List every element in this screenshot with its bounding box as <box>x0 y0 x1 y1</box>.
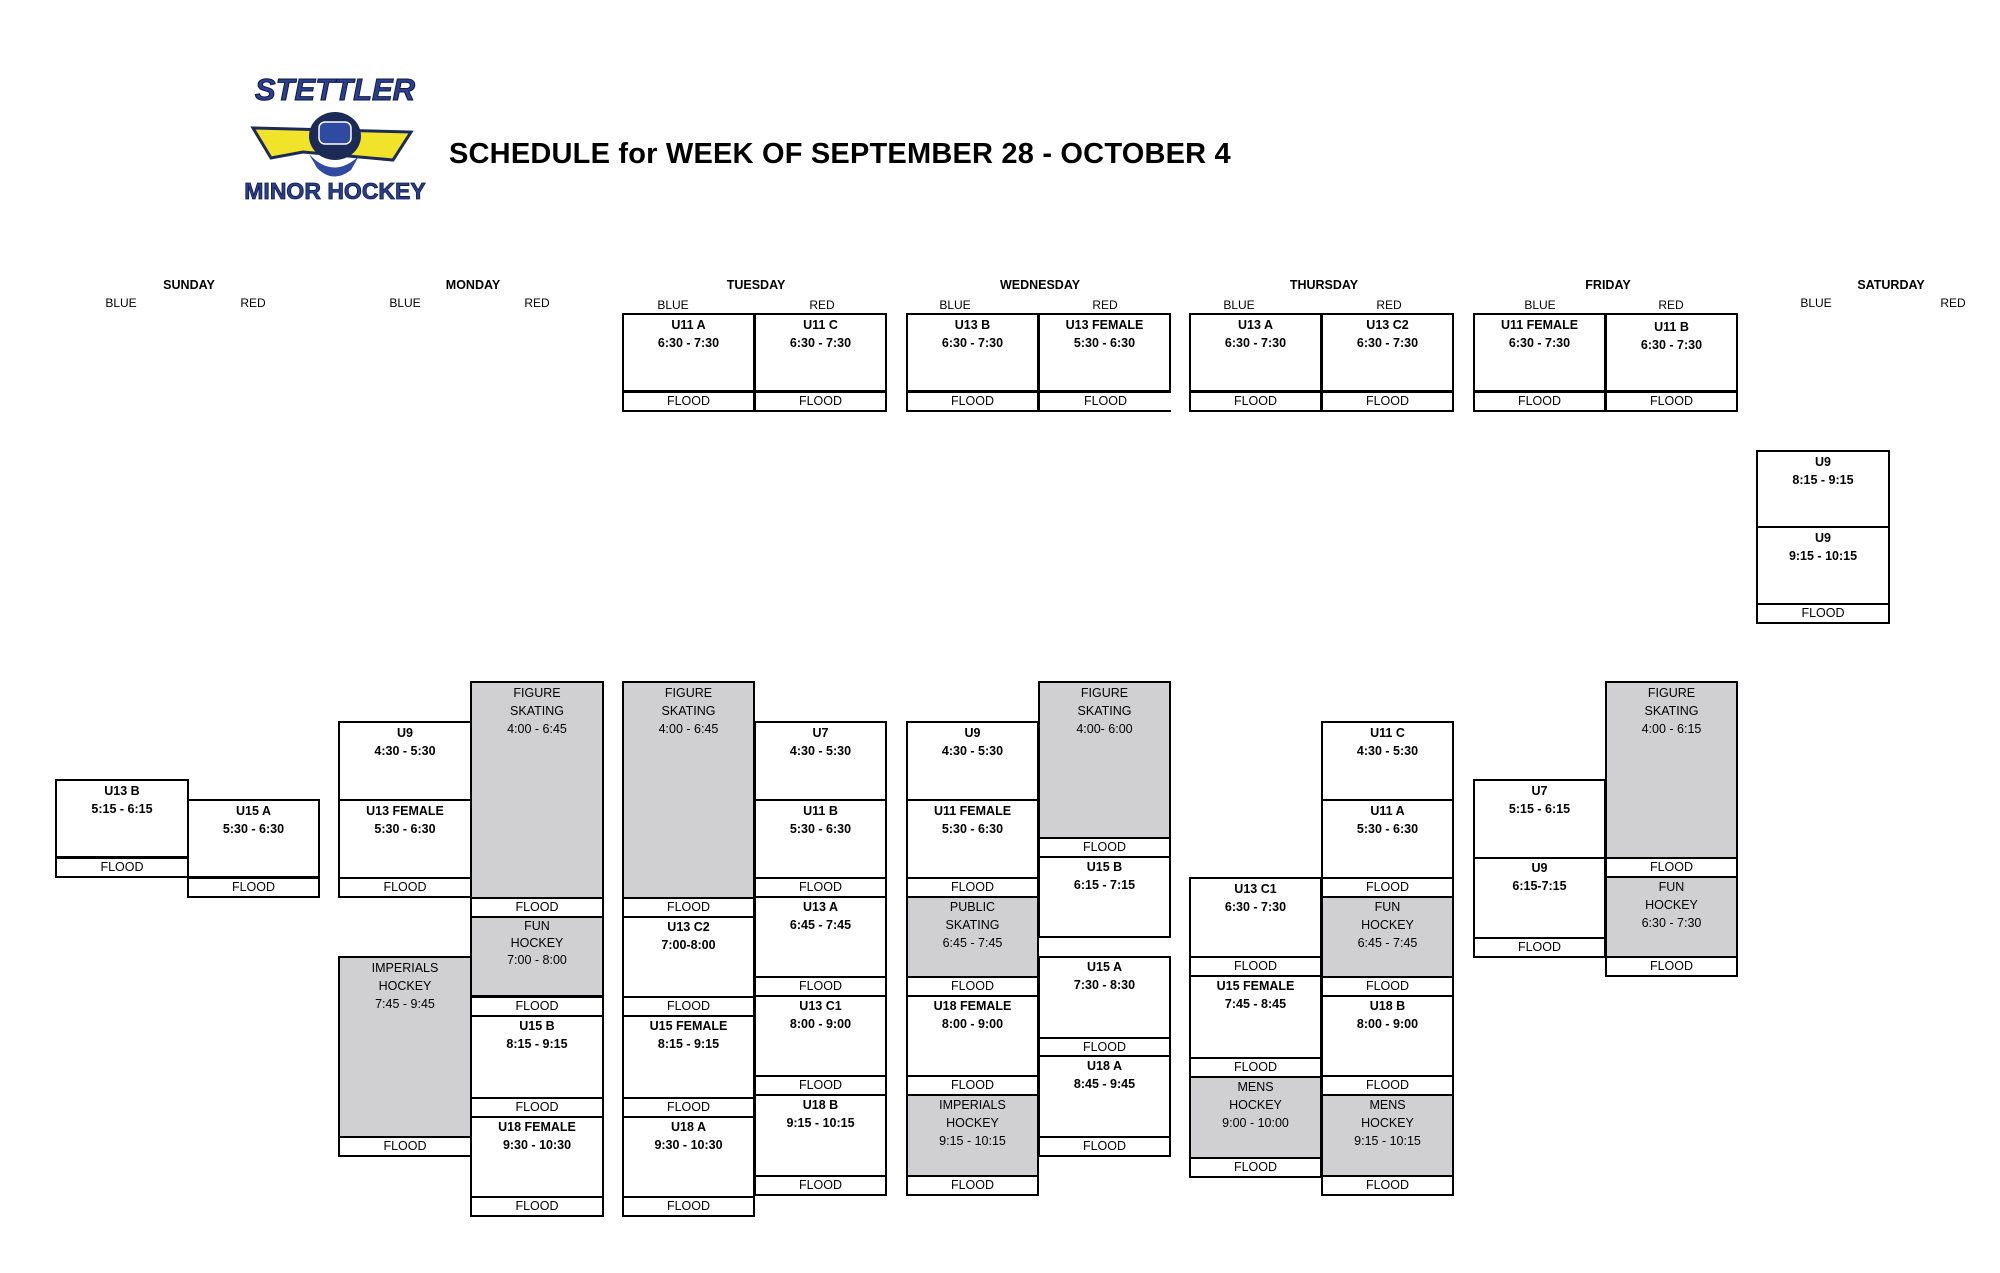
flood-slot: FLOOD <box>622 1196 755 1217</box>
day-friday: FRIDAY <box>1585 278 1631 292</box>
ice-slot: U13 C2 7:00-8:00 <box>622 916 755 998</box>
ice-slot: U13 C1 8:00 - 9:00 <box>754 995 887 1077</box>
rink-label-red: RED <box>809 298 835 312</box>
flood-slot: FLOOD <box>1189 1157 1322 1178</box>
flood-slot: FLOOD <box>1189 391 1322 412</box>
ice-slot: U7 4:30 - 5:30 <box>754 721 887 801</box>
ice-slot: FIGURE SKATING 4:00- 6:00 <box>1038 681 1171 839</box>
rink-label-blue: BLUE <box>389 296 421 310</box>
flood-slot: FLOOD <box>470 1097 604 1118</box>
flood-slot: FLOOD <box>906 391 1039 412</box>
ice-slot: U18 B 9:15 - 10:15 <box>754 1094 887 1177</box>
flood-slot: FLOOD <box>1605 857 1738 878</box>
ice-slot: U11 B 6:30 - 7:30 <box>1605 313 1738 392</box>
flood-slot: FLOOD <box>906 1175 1039 1196</box>
flood-slot: FLOOD <box>1605 391 1738 412</box>
ice-slot: PUBLIC SKATING 6:45 - 7:45 <box>906 896 1039 978</box>
flood-slot: FLOOD <box>1756 603 1890 624</box>
flood-slot: FLOOD <box>1189 1057 1322 1078</box>
ice-slot: U18 FEMALE 9:30 - 10:30 <box>470 1116 604 1199</box>
ice-slot: U9 8:15 - 9:15 <box>1756 450 1890 528</box>
ice-slot: U11 C 4:30 - 5:30 <box>1321 721 1454 801</box>
flood-slot: FLOOD <box>754 1175 887 1196</box>
ice-slot: U13 B 5:15 - 6:15 <box>55 779 189 858</box>
ice-slot: U15 B 8:15 - 9:15 <box>470 1015 604 1099</box>
svg-text:STETTLER: STETTLER <box>254 72 416 107</box>
ice-slot: U15 FEMALE 8:15 - 9:15 <box>622 1015 755 1099</box>
ice-slot: IMPERIALS HOCKEY 9:15 - 10:15 <box>906 1094 1039 1177</box>
day-sunday: SUNDAY <box>163 278 215 292</box>
rink-label-blue: BLUE <box>1223 298 1255 312</box>
flood-slot: FLOOD <box>1189 956 1322 977</box>
ice-slot: U15 B 6:15 - 7:15 <box>1038 856 1171 938</box>
flood-slot: FLOOD <box>622 897 755 918</box>
ice-slot: IMPERIALS HOCKEY 7:45 - 9:45 <box>338 956 472 1138</box>
ice-slot: U7 5:15 - 6:15 <box>1473 779 1606 859</box>
ice-slot: U11 FEMALE 5:30 - 6:30 <box>906 799 1039 879</box>
svg-text:MINOR HOCKEY: MINOR HOCKEY <box>244 178 426 204</box>
flood-slot: FLOOD <box>754 391 887 412</box>
flood-slot: FLOOD <box>622 1097 755 1118</box>
ice-slot: U18 FEMALE 8:00 - 9:00 <box>906 995 1039 1077</box>
ice-slot: FUN HOCKEY 6:45 - 7:45 <box>1321 896 1454 978</box>
day-thursday: THURSDAY <box>1289 278 1359 292</box>
flood-slot: FLOOD <box>1321 976 1454 997</box>
flood-slot: FLOOD <box>754 1075 887 1096</box>
flood-slot: FLOOD <box>470 897 604 918</box>
ice-slot: U9 4:30 - 5:30 <box>906 721 1039 801</box>
ice-slot: MENS HOCKEY 9:15 - 10:15 <box>1321 1094 1454 1177</box>
flood-slot: FLOOD <box>1038 837 1171 858</box>
flood-slot: FLOOD <box>754 976 887 997</box>
flood-slot: FLOOD <box>1605 956 1738 977</box>
ice-slot: U9 6:15-7:15 <box>1473 857 1606 939</box>
flood-slot: FLOOD <box>1321 1175 1454 1196</box>
flood-slot: FLOOD <box>1038 1136 1171 1157</box>
ice-slot: FIGURE SKATING 4:00 - 6:45 <box>470 681 604 899</box>
flood-slot: FLOOD <box>754 877 887 898</box>
rink-label-red: RED <box>240 296 266 310</box>
flood-slot: FLOOD <box>470 996 604 1017</box>
ice-slot: U13 FEMALE 5:30 - 6:30 <box>1038 313 1171 392</box>
flood-slot: FLOOD <box>622 391 755 412</box>
ice-slot: U15 A 7:30 - 8:30 <box>1038 956 1171 1039</box>
ice-slot: U18 A 8:45 - 9:45 <box>1038 1055 1171 1138</box>
rink-label-red: RED <box>1092 298 1118 312</box>
ice-slot: U18 A 9:30 - 10:30 <box>622 1116 755 1199</box>
ice-slot: U11 FEMALE 6:30 - 7:30 <box>1473 313 1606 392</box>
flood-slot: FLOOD <box>1321 391 1454 412</box>
flood-slot: FLOOD <box>622 996 755 1017</box>
page-title: SCHEDULE for WEEK OF SEPTEMBER 28 - OCTOBER 4 <box>449 138 1231 170</box>
flood-slot: FLOOD <box>1473 391 1606 412</box>
flood-slot: FLOOD <box>1038 1037 1171 1058</box>
flood-slot: FLOOD <box>1321 1075 1454 1096</box>
flood-slot: FLOOD <box>906 976 1039 997</box>
flood-slot: FLOOD <box>1321 877 1454 898</box>
day-monday: MONDAY <box>445 278 501 292</box>
ice-slot: U9 9:15 - 10:15 <box>1756 526 1890 605</box>
day-wednesday: WEDNESDAY <box>999 278 1081 292</box>
rink-label-blue: BLUE <box>1800 296 1832 310</box>
ice-slot: U13 C1 6:30 - 7:30 <box>1189 877 1322 959</box>
ice-slot: U9 4:30 - 5:30 <box>338 721 472 801</box>
flood-slot: FLOOD <box>187 877 320 898</box>
ice-slot: FIGURE SKATING 4:00 - 6:45 <box>622 681 755 899</box>
rink-label-red: RED <box>524 296 550 310</box>
ice-slot: U13 A 6:45 - 7:45 <box>754 896 887 978</box>
ice-slot: U15 FEMALE 7:45 - 8:45 <box>1189 975 1322 1059</box>
ice-slot: U13 C2 6:30 - 7:30 <box>1321 313 1454 392</box>
rink-label-red: RED <box>1376 298 1402 312</box>
flood-slot: FLOOD <box>1038 391 1171 412</box>
ice-slot: U18 B 8:00 - 9:00 <box>1321 995 1454 1077</box>
ice-slot: U11 C 6:30 - 7:30 <box>754 313 887 392</box>
flood-slot: FLOOD <box>55 857 189 878</box>
ice-slot: U11 A 5:30 - 6:30 <box>1321 799 1454 879</box>
day-tuesday: TUESDAY <box>726 278 786 292</box>
ice-slot: U13 A 6:30 - 7:30 <box>1189 313 1322 392</box>
flood-slot: FLOOD <box>470 1196 604 1217</box>
flood-slot: FLOOD <box>906 1075 1039 1096</box>
stettler-minor-hockey-logo <box>243 70 428 210</box>
rink-label-blue: BLUE <box>939 298 971 312</box>
ice-slot: FIGURE SKATING 4:00 - 6:15 <box>1605 681 1738 859</box>
ice-slot: FUN HOCKEY 7:00 - 8:00 <box>470 916 604 997</box>
rink-label-red: RED <box>1940 296 1966 310</box>
flood-slot: FLOOD <box>906 877 1039 898</box>
ice-slot: U15 A 5:30 - 6:30 <box>187 799 320 878</box>
flood-slot: FLOOD <box>338 877 472 898</box>
rink-label-red: RED <box>1658 298 1684 312</box>
ice-slot: U13 FEMALE 5:30 - 6:30 <box>338 799 472 879</box>
ice-slot: U13 B 6:30 - 7:30 <box>906 313 1039 392</box>
ice-slot: U11 B 5:30 - 6:30 <box>754 799 887 879</box>
rink-label-blue: BLUE <box>105 296 137 310</box>
flood-slot: FLOOD <box>338 1136 472 1157</box>
flood-slot: FLOOD <box>1473 937 1606 958</box>
ice-slot: U11 A 6:30 - 7:30 <box>622 313 755 392</box>
day-saturday: SATURDAY <box>1857 278 1925 292</box>
rink-label-blue: BLUE <box>1524 298 1556 312</box>
rink-label-blue: BLUE <box>657 298 689 312</box>
ice-slot: MENS HOCKEY 9:00 - 10:00 <box>1189 1076 1322 1159</box>
ice-slot: FUN HOCKEY 6:30 - 7:30 <box>1605 876 1738 958</box>
